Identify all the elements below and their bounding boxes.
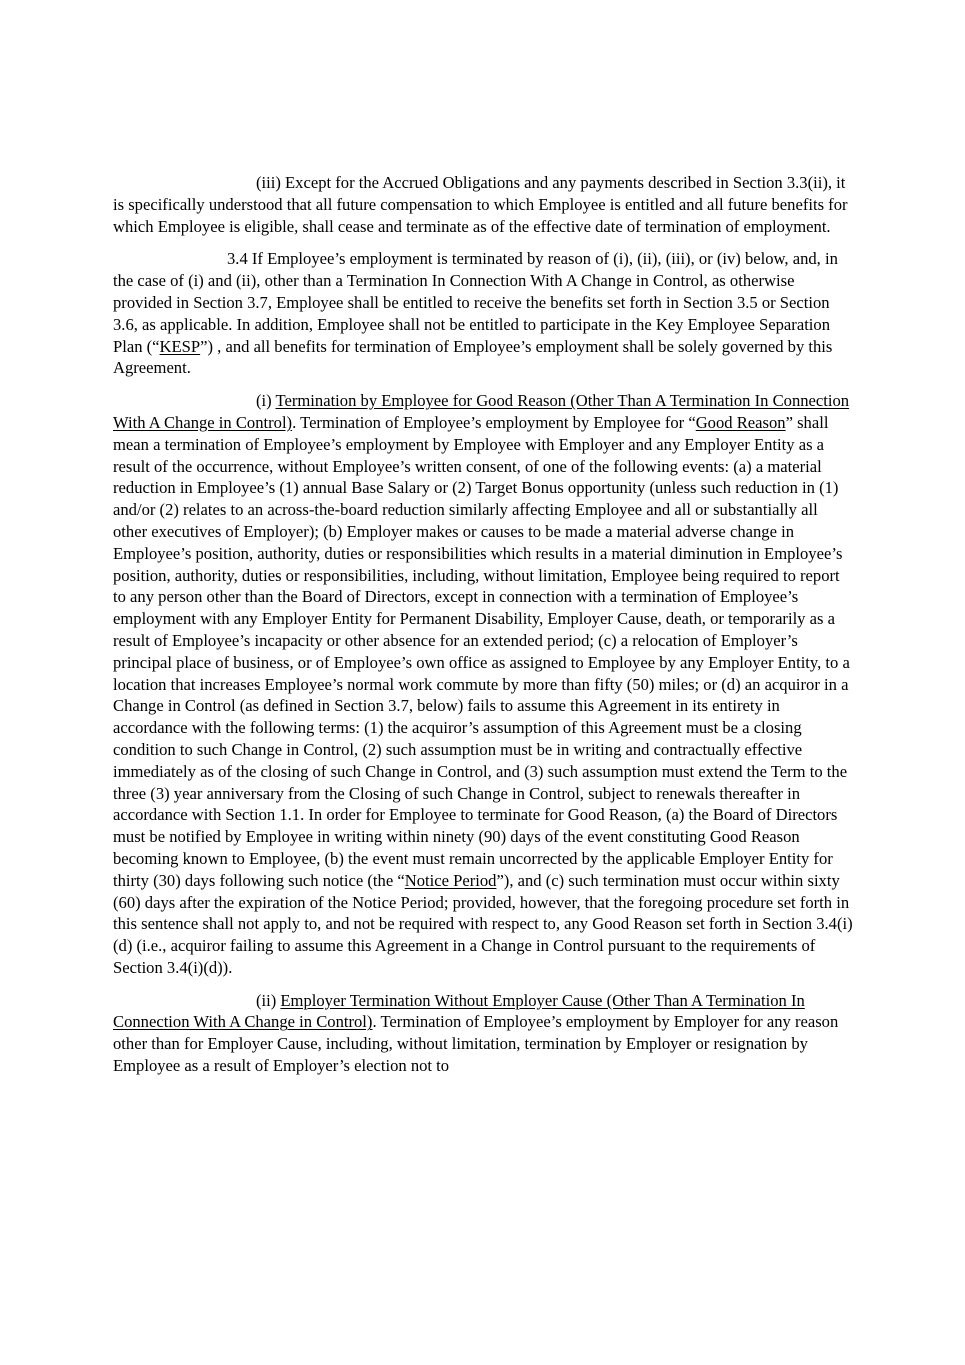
paragraph-text: ”) , and all benefits for termination of Employee’s employment shall be solely governed by this Agreement. [113, 336, 833, 378]
defined-term-good-reason: Good Reason [695, 412, 786, 432]
paragraph-text: (iii) Except for the Accrued Obligations and any payments described in Section 3.3(ii), it is specifically understood that all future compensation to which Employee is entitled and all future benefits for which Employee is eligible, shall cease and terminate as of the effective date of termination of employment. [113, 173, 848, 236]
paragraph-3-4-ii [113, 990, 855, 1077]
paragraph-3-4 [113, 248, 855, 379]
paragraph-3-4-i [113, 390, 855, 979]
paragraph-text: . Termination of Employee’s employment by Employee for “ [292, 412, 696, 432]
paragraph-text: ” shall mean a termination of Employee’s employment by Employee with Employer and any Employer Entity as a result of the occurrence, without Employee’s written consent, of one of the following events: (a) a material reduction in Employee’s (1) annual Base Salary or (2) Target Bonus opportunity (unless such reduction in (1) and/or (2) relates to an across-the-board reduction similarly affecting Employee and all or substantially all other executives of Employer); (b) Employer makes or causes to be made a material adverse change in Employee’s position, authority, duties or responsibilities which results in a material diminution in Employee’s position, authority, duties or responsibilities, including, without limitation, Employee being required to report to any person other than the Board of Directors, except in connection with a termination of Employee’s employment with any Employer Entity for Permanent Disability, Employer Cause, death, or temporarily as a result of Employee’s incapacity or other absence for an extended period; (c) a relocation of Employer’s principal place of business, or of Employee’s own office as assigned to Employee by any Employer Entity, to a location that increases Employee’s normal work commute by more than fifty (50) miles; or (d) an acquiror in a Change in Control (as defined in Section 3.7, below) fails to assume this Agreement in its entirety in accordance with the following terms: (1) the acquiror’s assumption of this Agreement must be a closing condition to such Change in Control, (2) such assumption must be in writing and contractually effective immediately as of the closing of such Change in Control, and (3) such assumption must extend the Term to the three (3) year anniversary from the Closing of such Change in Control, subject to renewals thereafter in accordance with Section 1.1. In order for Employee to terminate for Good Reason, (a) the Board of Directors must be notified by Employee in writing within ninety (90) days of the event constituting Good Reason becoming known to Employee, (b) the event must remain uncorrected by the applicable Employer Entity for thirty (30) days following such notice (the “ [113, 412, 850, 890]
paragraph-text: ”), and (c) such termination must occur within sixty (60) days after the expiration of the Notice Period; provided, however, that the foregoing procedure set forth in this sentence shall not apply to, and not be required with respect to, any Good Reason set forth in Section 3.4(i)(d) (i.e., acquiror failing to assume this Agreement in a Change in Control pursuant to the requirements of Section 3.4(i)(d)). [113, 870, 853, 977]
paragraph-text: . Termination of Employee’s employment by Employer for any reason other than for Employer Cause, including, without limitation, termination by Employer or resignation by Employee as a result of Employer’s election not to [113, 1012, 839, 1076]
paragraph-text: 3.4 If Employee’s employment is terminated by reason of (i), (ii), (iii), or (iv) below, and, in the case of (i) and (ii), other than a Termination In Connection With A Change in Control, as otherwise provided in Section 3.7, Employee shall be entitled to receive the benefits set forth in Section 3.5 or Section 3.6, as applicable. In addition, Employee shall not be entitled to participate in the Key Employee Separation Plan (“ [113, 249, 838, 356]
defined-term-kesp: KESP [159, 336, 201, 356]
clause-heading: Employer Termination Without Employer Cause (Other Than A Termination In Connection With A Change in Control) [113, 990, 805, 1032]
paragraph-3-3-iii [113, 172, 855, 237]
document-page [113, 172, 855, 1088]
clause-number: (ii) [256, 990, 281, 1010]
defined-term-notice-period: Notice Period [404, 870, 497, 890]
clause-heading: Termination by Employee for Good Reason (Other Than A Termination In Connection With A Change in Control) [113, 391, 850, 432]
clause-number: (i) [256, 391, 276, 411]
